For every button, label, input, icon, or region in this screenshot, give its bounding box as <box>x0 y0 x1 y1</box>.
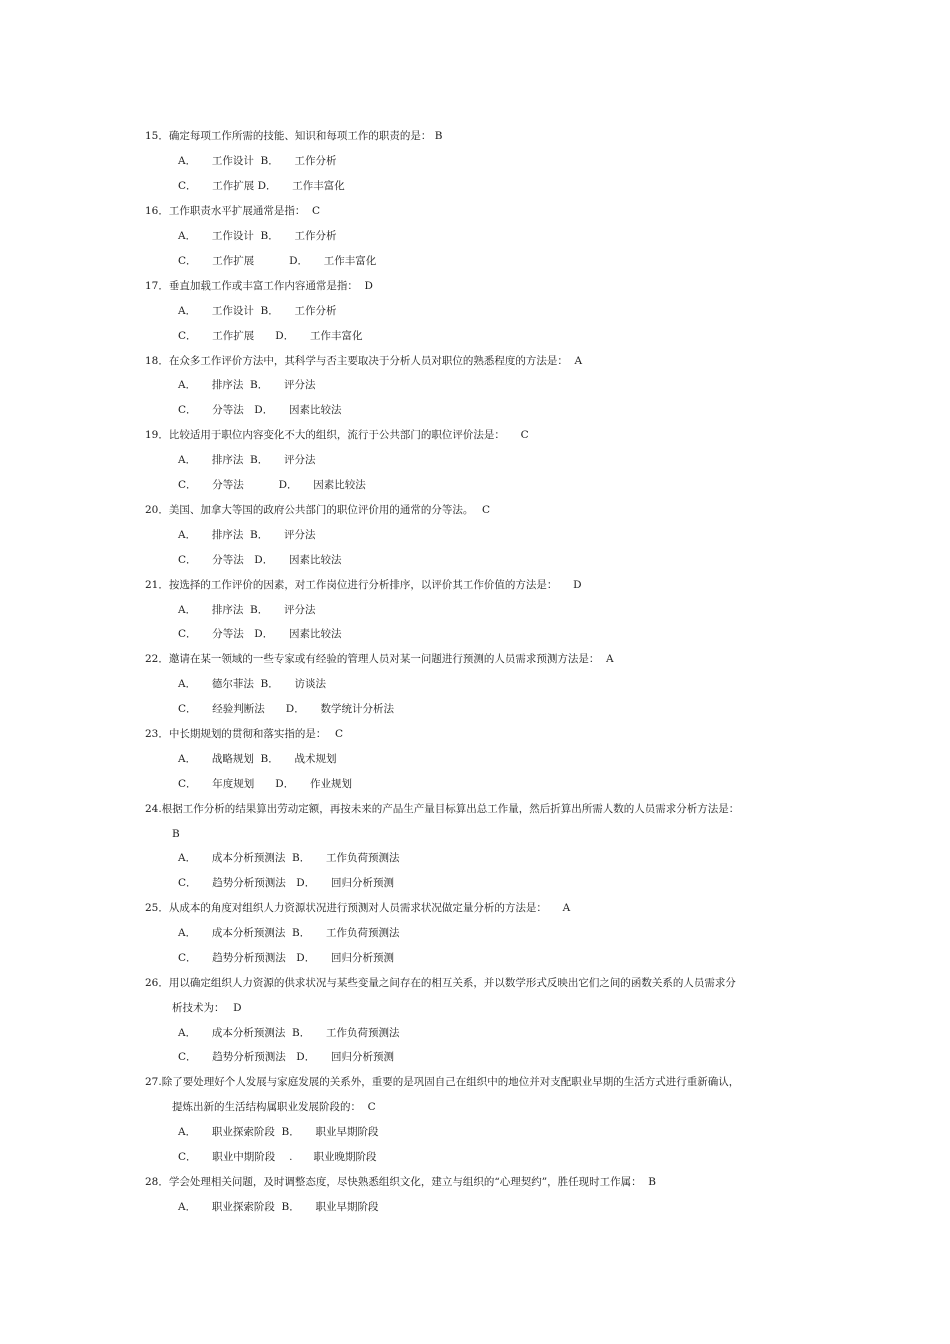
question-23-text: 23．中长期规划的贯彻和落实指的是： C <box>145 728 343 740</box>
question-23-options-cd: C． 年度规划 D． 作业规划 <box>178 778 352 790</box>
question-27-text-continued: 提炼出新的生活结构属职业发展阶段的： C <box>172 1101 376 1113</box>
question-25-options-cd: C． 趋势分析预测法 D． 回归分析预测 <box>178 952 394 964</box>
question-17-options-ab: A． 工作设计 B． 工作分析 <box>178 305 337 317</box>
question-26-text-continued: 析技术为： D <box>172 1002 242 1014</box>
question-26-options-cd: C． 趋势分析预测法 D． 回归分析预测 <box>178 1051 394 1063</box>
question-23-options-ab: A． 战略规划 B． 战术规划 <box>178 753 337 765</box>
question-24-answer: B <box>172 828 180 840</box>
question-25-text: 25．从成本的角度对组织人力资源状况进行预测对人员需求状况做定量分析的方法是： A <box>145 902 571 914</box>
question-20-options-ab: A． 排序法 B． 评分法 <box>178 529 316 541</box>
question-24-options-cd: C． 趋势分析预测法 D． 回归分析预测 <box>178 877 394 889</box>
question-24-text: 24.根据工作分析的结果算出劳动定额，再按未来的产品生产量目标算出总工作量，然后折算出所需人数的人员需求分析方法是： <box>145 803 740 815</box>
question-26-options-ab: A． 成本分析预测法 B． 工作负荷预测法 <box>178 1027 400 1039</box>
question-19-options-cd: C． 分等法 D． 因素比较法 <box>178 479 366 491</box>
question-20-text: 20．美国、加拿大等国的政府公共部门的职位评价用的通常的分等法。 C <box>145 504 490 516</box>
question-16-text: 16．工作职责水平扩展通常是指： C <box>145 205 321 217</box>
question-19-options-ab: A． 排序法 B． 评分法 <box>178 454 316 466</box>
question-18-text: 18．在众多工作评价方法中，其科学与否主要取决于分析人员对职位的熟悉程度的方法是： A <box>145 355 583 367</box>
question-24-options-ab: A． 成本分析预测法 B． 工作负荷预测法 <box>178 852 400 864</box>
question-28-options-ab: A． 职业探索阶段 B． 职业早期阶段 <box>178 1201 379 1213</box>
question-18-options-ab: A． 排序法 B． 评分法 <box>178 379 316 391</box>
question-22-options-ab: A． 德尔菲法 B． 访谈法 <box>178 678 326 690</box>
question-27-options-cd: C． 职业中期阶段 . 职业晚期阶段 <box>178 1151 377 1163</box>
question-15-options-cd: C． 工作扩展 D． 工作丰富化 <box>178 180 345 192</box>
question-25-options-ab: A． 成本分析预测法 B． 工作负荷预测法 <box>178 927 400 939</box>
question-16-options-cd: C． 工作扩展 D． 工作丰富化 <box>178 255 377 267</box>
question-18-options-cd: C． 分等法 D． 因素比较法 <box>178 404 342 416</box>
question-26-text: 26．用以确定组织人力资源的供求状况与某些变量之间存在的相互关系，并以数学形式反映出它们之间的函数关系的人员需求分 <box>145 977 736 989</box>
question-15-options-ab: A． 工作设计 B． 工作分析 <box>178 155 337 167</box>
question-17-text: 17．垂直加载工作或丰富工作内容通常是指： D <box>145 280 373 292</box>
question-22-options-cd: C． 经验判断法 D． 数学统计分析法 <box>178 703 394 715</box>
question-16-options-ab: A． 工作设计 B． 工作分析 <box>178 230 337 242</box>
question-17-options-cd: C． 工作扩展 D． 工作丰富化 <box>178 330 363 342</box>
question-27-text: 27.除了要处理好个人发展与家庭发展的关系外，重要的是巩固自己在组织中的地位并对支配职业早期的生活方式进行重新确认， <box>145 1076 740 1088</box>
question-21-text: 21．按选择的工作评价的因素，对工作岗位进行分析排序，以评价其工作价值的方法是： D <box>145 579 582 591</box>
question-21-options-ab: A． 排序法 B． 评分法 <box>178 604 316 616</box>
question-27-options-ab: A． 职业探索阶段 B． 职业早期阶段 <box>178 1126 379 1138</box>
question-19-text: 19．比较适用于职位内容变化不大的组织，流行于公共部门的职位评价法是： C <box>145 429 529 441</box>
question-22-text: 22．邀请在某一领域的一些专家或有经验的管理人员对某一问题进行预测的人员需求预测方法是： A <box>145 653 614 665</box>
question-21-options-cd: C． 分等法 D． 因素比较法 <box>178 628 342 640</box>
question-28-text: 28．学会处理相关问题，及时调整态度，尽快熟悉组织文化，建立与组织的“心理契约”，胜任现时工作属： B <box>145 1176 656 1188</box>
question-20-options-cd: C． 分等法 D． 因素比较法 <box>178 554 342 566</box>
question-15-text: 15．确定每项工作所需的技能、知识和每项工作的职责的是： B <box>145 130 443 142</box>
